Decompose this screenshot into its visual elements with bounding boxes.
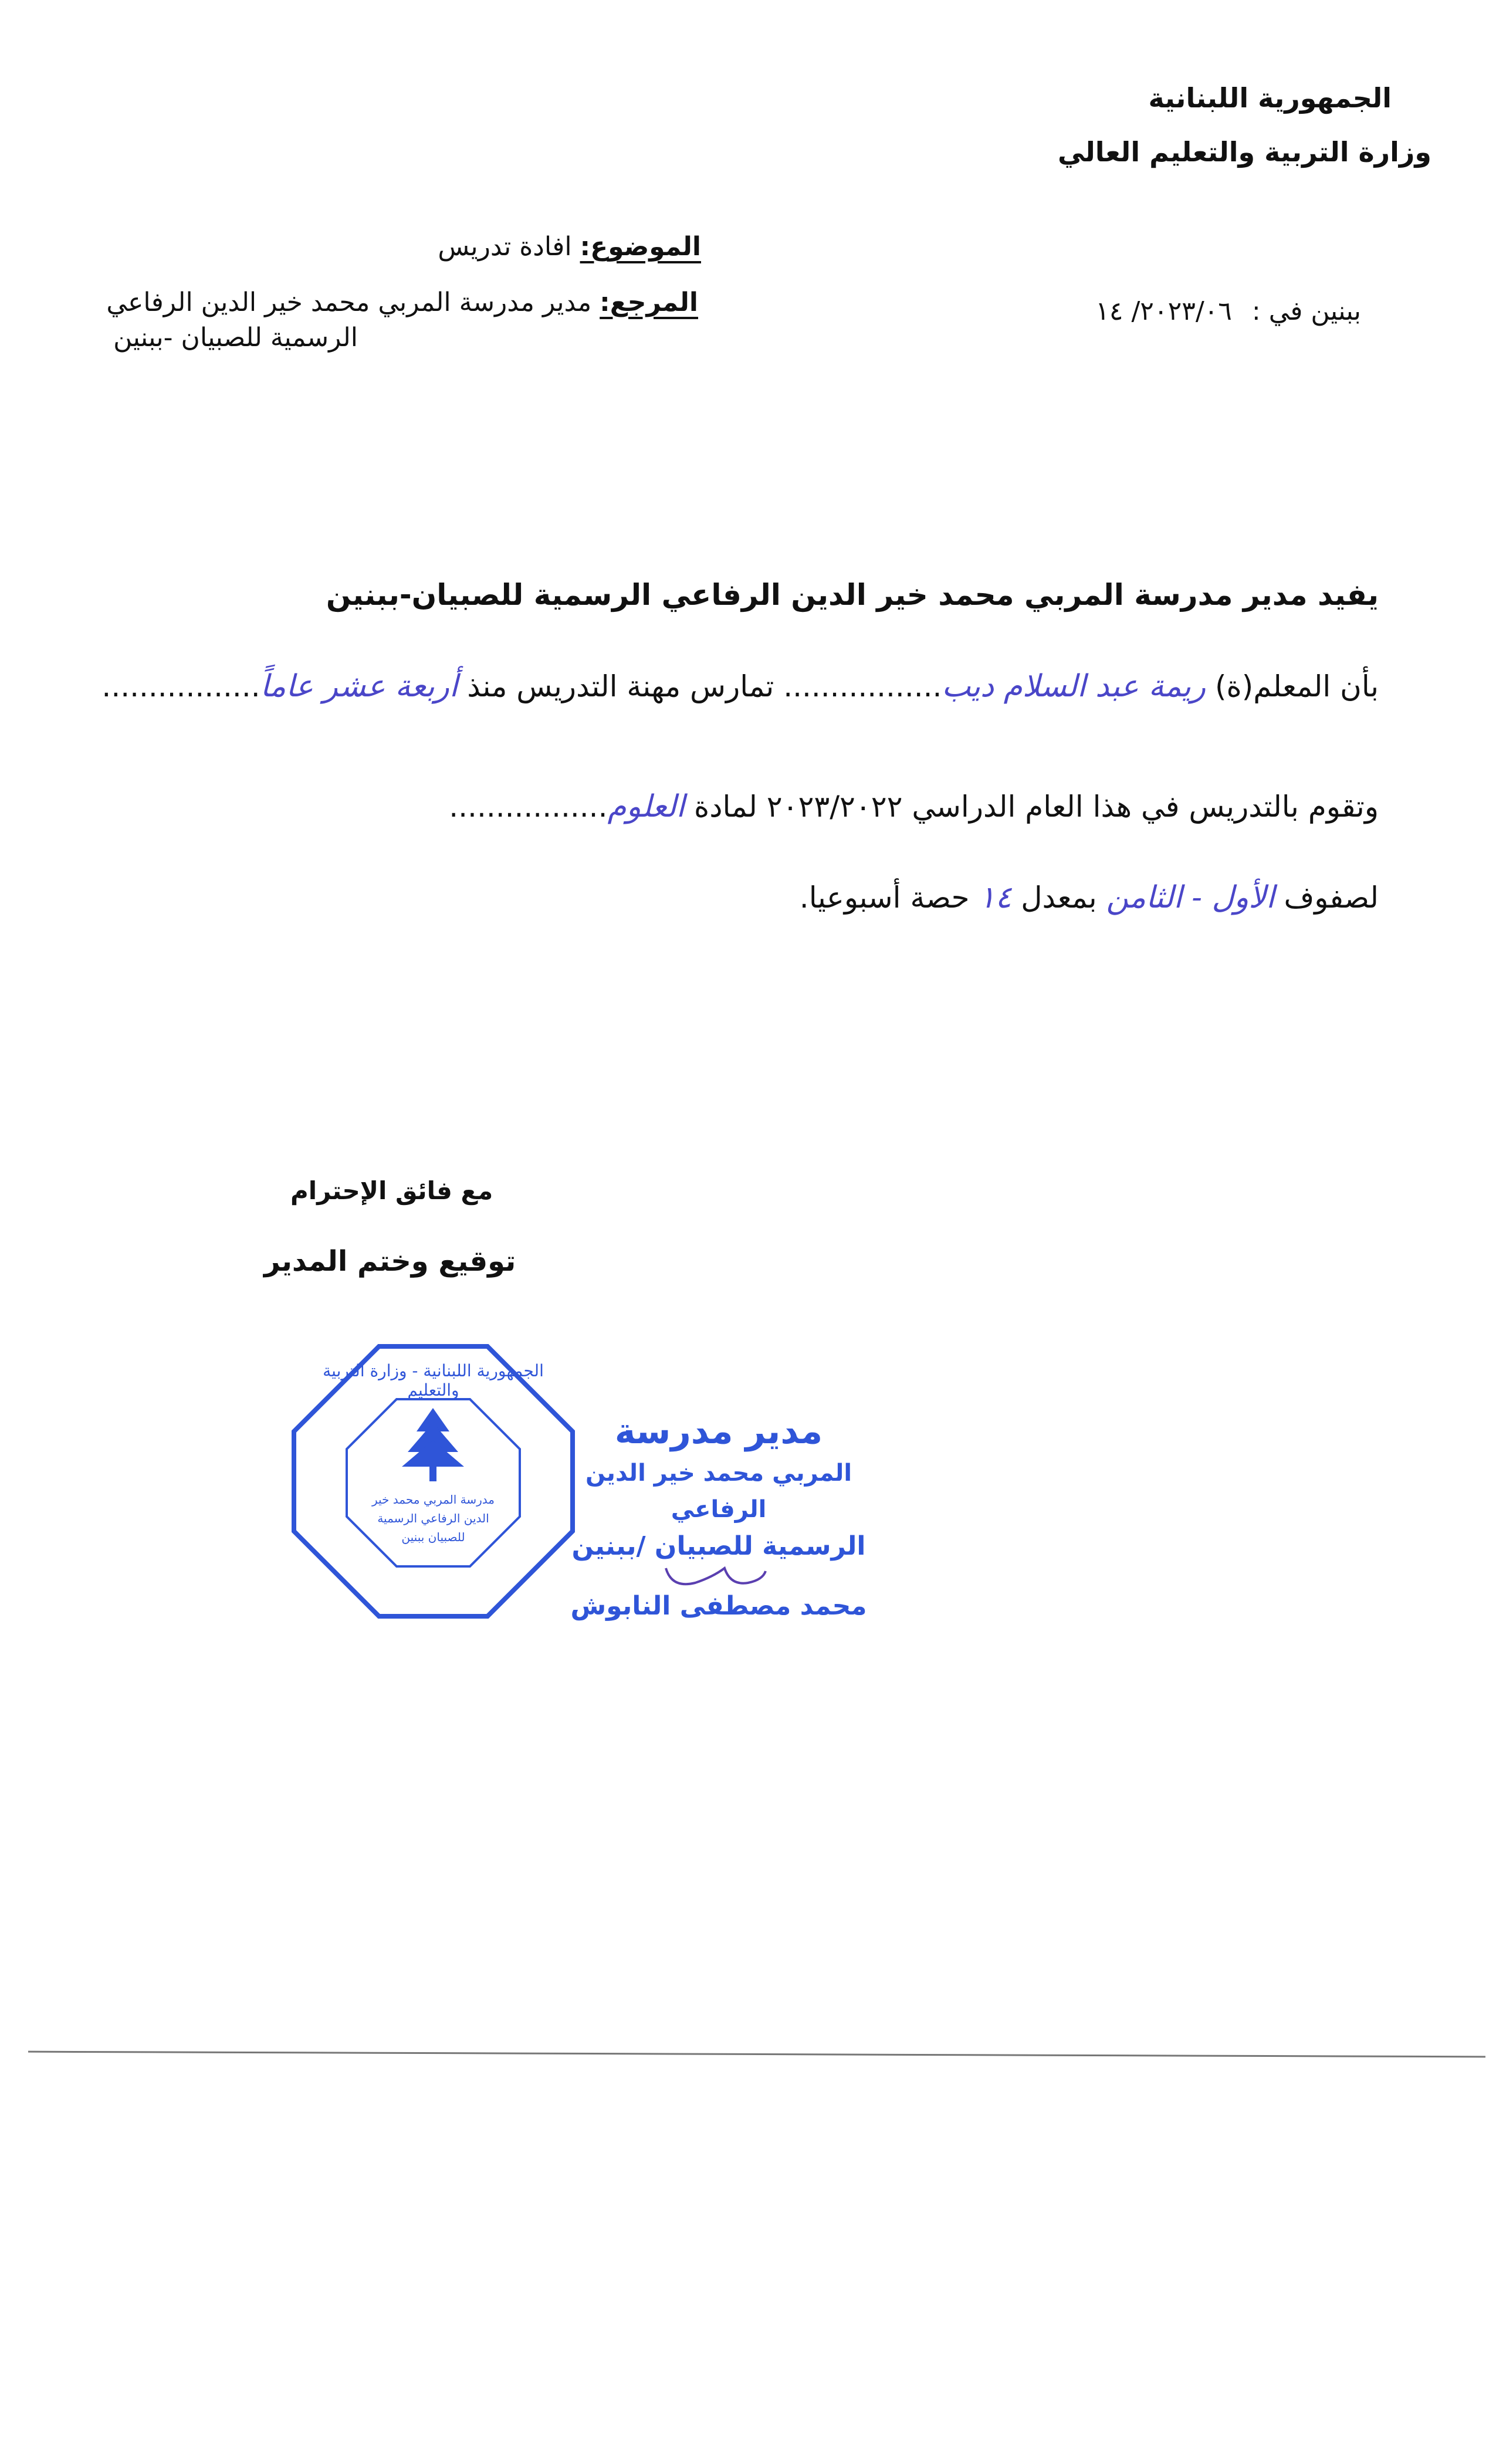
signature-label: توقيع وختم المدير	[264, 1245, 516, 1278]
grades-label: لصفوف	[1284, 881, 1379, 915]
body-line-3	[449, 789, 1379, 824]
rate-label: بمعدل	[1021, 881, 1097, 915]
years-value: أربعة عشر عاماً	[260, 669, 458, 704]
official-seal	[291, 1343, 576, 1619]
teacher-name: ريمة عبد السلام ديب	[942, 669, 1206, 704]
dots: .................	[783, 669, 942, 703]
stamp-line-2: المربي محمد خير الدين الرفاعي	[585, 1460, 852, 1523]
cedar-icon	[402, 1408, 464, 1481]
stamp-line-3: الرسمية للصبيان /ببنين	[571, 1531, 866, 1561]
reference-label: المرجع:	[600, 287, 698, 317]
hours-value: ١٤	[979, 880, 1012, 915]
reference-line	[106, 287, 698, 317]
stamp-line-4: محمد مصطفى النابوش	[570, 1591, 867, 1621]
body-line-4	[800, 880, 1379, 915]
ministry-heading: وزارة التربية والتعليم العالي	[1058, 136, 1431, 168]
subject-label: الموضوع:	[580, 232, 701, 262]
reference-value: مدير مدرسة المربي محمد خير الدين الرفاعي	[106, 287, 592, 317]
seal-inner-text: مدرسة المربي محمد خير الدين الرفاعي الرسمية للصبيان ببنين	[371, 1492, 495, 1544]
reference-line-2: الرسمية للصبيان -ببنين	[113, 323, 358, 353]
body-line-2	[101, 669, 1379, 704]
republic-heading: الجمهورية اللبنانية	[1148, 82, 1392, 114]
seal-outer-text: الجمهورية اللبنانية - وزارة التربية والتعليم	[323, 1361, 544, 1400]
year-text: وتقوم بالتدريس في هذا العام الدراسي ٢٠٢٣/٢٠٢٢ لمادة	[694, 790, 1379, 824]
place-label: ببنين في :	[1251, 296, 1361, 326]
dots: .................	[101, 669, 260, 703]
body-line-1: يفيد مدير مدرسة المربي محمد خير الدين الرفاعي الرسمية للصبيان-ببنين	[326, 578, 1379, 612]
hours-suffix: حصة أسبوعيا.	[799, 881, 970, 915]
profession-text: تمارس مهنة التدريس منذ	[467, 669, 774, 703]
date: ٢٠٢٣/٠٦/ ١٤	[1095, 296, 1232, 326]
subject-taught: العلوم	[607, 789, 685, 824]
dots: .................	[449, 790, 608, 824]
subject-line	[438, 232, 701, 262]
teacher-label: بأن المعلم(ة)	[1215, 669, 1379, 703]
regards-text: مع فائق الإحترام	[290, 1176, 493, 1205]
grades-value: الأول - الثامن	[1106, 880, 1275, 915]
page-divider	[28, 2051, 1485, 2058]
director-stamp	[554, 1408, 883, 1621]
subject-value: افادة تدريس	[438, 232, 572, 262]
stamp-line-1: مدير مدرسة	[614, 1411, 823, 1452]
signature-scribble-icon	[660, 1562, 777, 1592]
date-line	[1095, 296, 1361, 326]
